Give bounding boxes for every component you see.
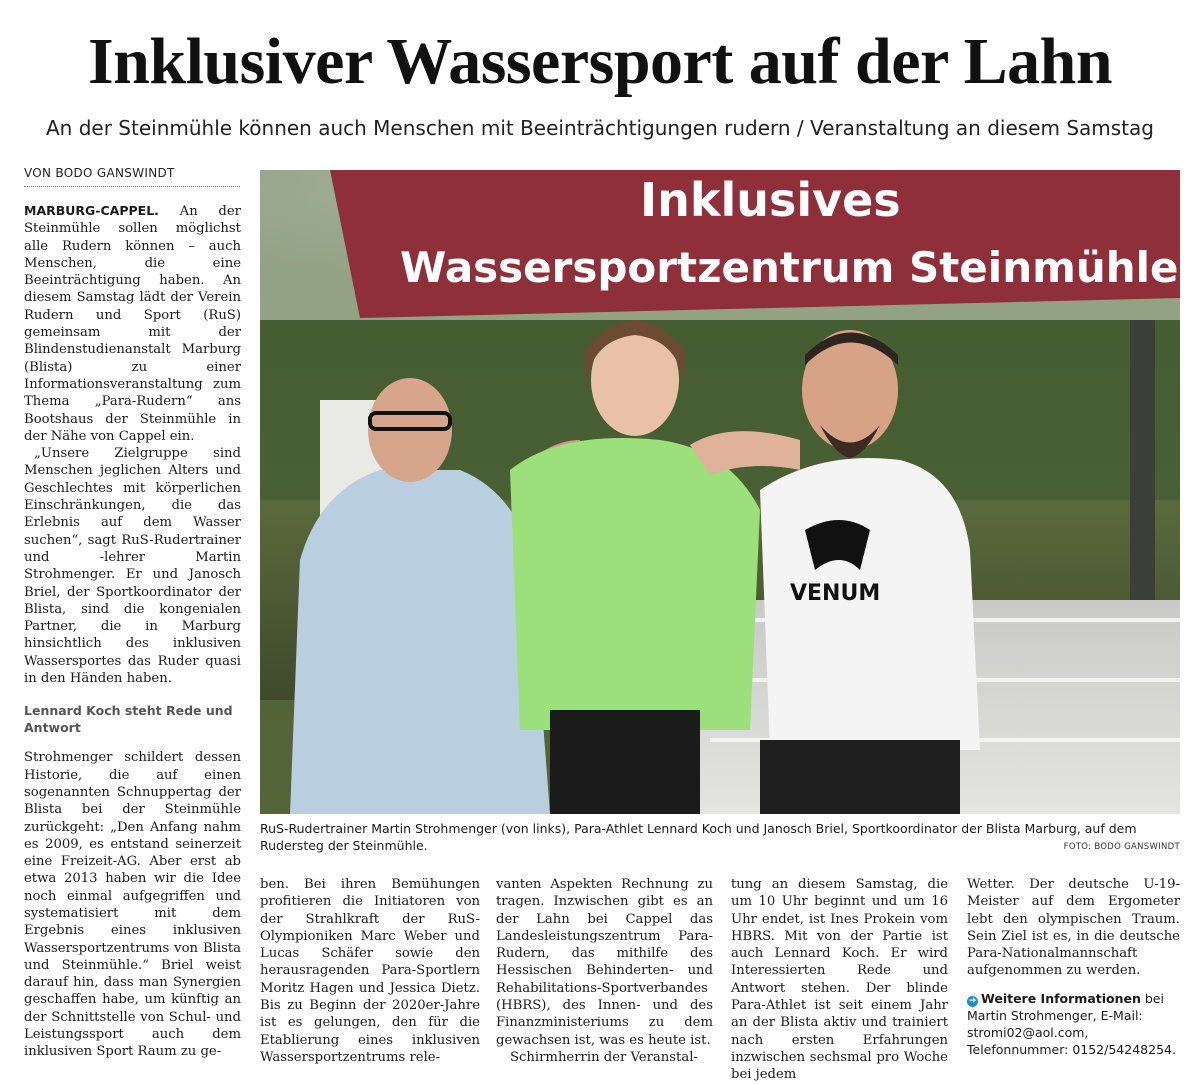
paragraph: ben. Bei ihren Bemühungen profitieren die Initiatoren von der Strahlkraft der RuS-Olympioniken Marc Weber und Lucas Schäfer sowie den herausragenden Para-Sportlern Moritz Hagen und Jessica Dietz. Bis zu Beginn der 2020er-Jahre ist es gelungen, den für die Etablierung eines inklusiven Wassersportzentrums rele- — [260, 877, 480, 1065]
sign-board — [330, 170, 1180, 318]
paragraph-text: An der Steinmühle sollen möglichst alle Rudern können – auch Menschen, die eine Beeinträchtigung haben. An diesem Samstag lädt der Verein Rudern und Sport (RuS) gemeinsam mit der Blindenstudienanstalt Marburg (Blista) zu einer Informationsveranstaltung zum Thema „Para-Rudern“ ans Bootshaus der Steinmühle in der Nähe von Cappel ein. — [24, 204, 241, 444]
article-photo — [260, 170, 1180, 814]
paragraph — [24, 202, 241, 445]
paragraph: Strohmenger schildert dessen Historie, die auf einen sogenannten Schnuppertag der Blista bei der Steinmühle zurückgeht: „Den Anfang nahm es 2009, es entstand seinerzeit eine Freizeit-AG. Aber erst ab etwa 2013 haben wir die Idee noch einmal aufgegriffen und systematisiert mit dem Ergebnis eines inklusiven Wassersportzentrums von Blista und Steinmühle.“ Briel weist darauf hin, dass man Synergien geschaffen habe, um künftig an der Schnittstelle von Schul- und Leistungssport auch dem inklusiven Sport Raum zu ge- — [24, 750, 241, 1060]
info-text: bei Martin Strohmenger, E-Mail: stromi02@aol.com, Telefonnummer: 0152/54248254. — [967, 990, 1176, 1057]
byline: VON BODO GANSWINDT — [24, 166, 240, 187]
article-column-1 — [24, 202, 241, 1061]
info-box — [967, 990, 1180, 1058]
photo-credit: FOTO: BODO GANSWINDT — [1063, 842, 1180, 852]
paragraph: tung an diesem Samstag, die um 10 Uhr beginnt und um 16 Uhr endet, ist Ines Prokein vom HBRS. Mit von der Partie ist auch Lennard Koch. Er wird Interessierten Rede und Antwort stehen. Der blinde Para-Athlet ist seit einem Jahr an der Blista aktiv und trainiert nach ersten Erfahrungen inzwischen sechsmal pro Woche bei jedem — [731, 877, 948, 1083]
sign-text-line1: Inklusives — [640, 173, 901, 227]
article-column-4 — [731, 876, 948, 1084]
paragraph: „Unsere Zielgruppe sind Menschen jeglichen Alters und Geschlechtes mit körperlichen Einschränkungen, die das Erlebnis auf dem Wasser suchen“, sagt RuS-Rudertrainer und -lehrer Martin Strohmenger. Er und Janosch Briel, der Sportkoordinator der Blista, sind die kongenialen Partner, die in Marburg hinsichtlich des inklusiven Wassersportes das Ruder quasi in den Händen haben. — [24, 446, 241, 687]
article-subheadline: An der Steinmühle können auch Menschen mit Beeinträchtigungen rudern / Veranstaltung an diesem Samstag — [46, 116, 1154, 140]
info-label: Weitere Informationen — [981, 990, 1141, 1006]
article-column-5 — [967, 876, 1180, 1058]
article-column-2 — [260, 876, 480, 1066]
paragraph: Wetter. Der deutsche U-19-Meister auf dem Ergometer lebt den olympischen Traum. Sein Ziel ist es, in die deutsche Para-Nationalmannschaft aufgenommen zu werden. — [967, 877, 1180, 979]
paragraph: Schirmherrin der Veranstal- — [510, 1049, 698, 1065]
section-subhead: Lennard Koch steht Rede und Antwort — [24, 703, 233, 736]
dateline: MARBURG-CAPPEL. — [24, 203, 159, 218]
arrow-right-circle-icon: ➜ — [968, 995, 977, 1006]
article-headline: Inklusiver Wassersport auf der Lahn — [87, 25, 1113, 98]
photo-caption: RuS-Rudertrainer Martin Strohmenger (von links), Para-Athlet Lennard Koch und Janosch Briel, Sportkoordinator der Blista Marburg, auf dem Rudersteg der Steinmühle. — [260, 821, 1137, 853]
article-column-3 — [496, 876, 713, 1066]
paragraph: vanten Aspekten Rechnung zu tragen. Inzwischen gibt es an der Lahn bei Cappel das Landesleistungszentrum Para-Rudern, das mithilfe des Hessischen Behinderten- und Rehabilitations-Sportverbandes (HBRS), des Innen- und des Finanzministeriums zu dem gewachsen ist, was es heute ist. — [496, 877, 713, 1048]
shirt-print: VENUM — [790, 581, 881, 606]
sign-text-line2: Wassersportzentrum Steinmühle — [400, 243, 1179, 292]
